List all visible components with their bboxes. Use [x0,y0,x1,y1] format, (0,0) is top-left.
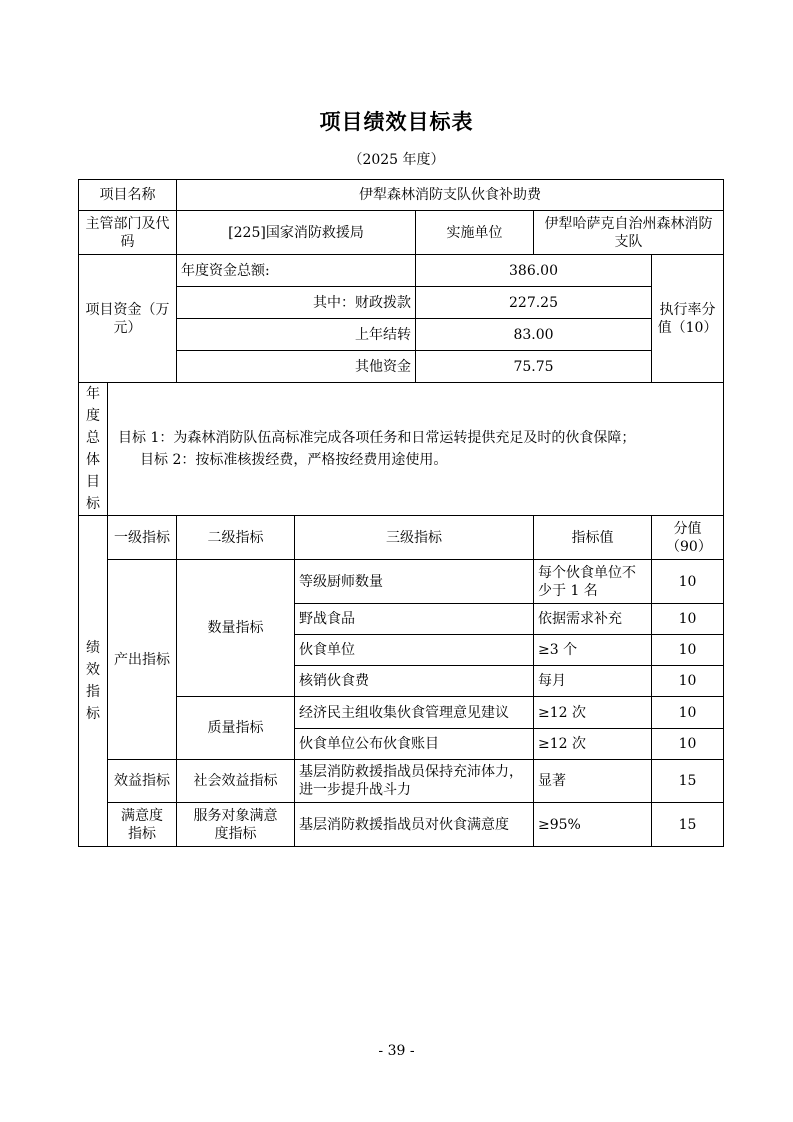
header-score: 分值（90） [652,516,724,560]
goals-label: 年度总体目标 [79,383,108,516]
indicator-score: 10 [652,560,724,604]
indicator-name: 基层消防救援指战员对伙食满意度 [295,803,534,847]
funds-carryover-value: 83.00 [416,319,652,351]
header-value: 指标值 [534,516,652,560]
goals-row [79,383,724,516]
quality-label: 质量指标 [177,697,295,760]
indicator-value: 依据需求补充 [534,604,652,635]
unit-label: 实施单位 [416,211,534,255]
project-name-label: 项目名称 [79,180,177,211]
indicator-score: 10 [652,604,724,635]
social-benefit-label: 社会效益指标 [177,760,295,803]
year-subtitle: （2025 年度） [348,152,445,168]
funds-carryover-label: 上年结转 [177,319,416,351]
dept-row [79,211,724,255]
unit-value: 伊犁哈萨克自治州森林消防支队 [534,211,724,255]
indicator-value: 显著 [534,760,652,803]
indicator-score: 10 [652,697,724,729]
indicator-value: ≥12 次 [534,697,652,729]
indicator-score: 15 [652,803,724,847]
indicator-value: 每月 [534,666,652,697]
table-row [79,803,724,847]
funds-total-value: 386.00 [416,255,652,287]
header-level2: 二级指标 [177,516,295,560]
table-row [79,560,724,604]
output-label: 产出指标 [108,560,177,760]
funds-fiscal-label: 其中：财政拨款 [177,287,416,319]
service-satisfaction-label: 服务对象满意度指标 [177,803,295,847]
dept-label: 主管部门及代码 [79,211,177,255]
indicator-name: 伙食单位 [295,635,534,666]
indicator-value: 每个伙食单位不少于 1 名 [534,560,652,604]
dept-value: [225]国家消防救援局 [177,211,416,255]
funds-fiscal-value: 227.25 [416,287,652,319]
indicator-score: 10 [652,666,724,697]
goal-line-1: 目标 1：为森林消防队伍高标准完成各项任务和日常运转提供充足及时的伙食保障； [118,430,636,446]
execution-rate-label: 执行率分值（10） [652,255,724,383]
goal-line-2: 目标 2：按标准核拨经费，严格按经费用途使用。 [140,452,448,468]
performance-table [78,179,724,847]
goals-content [108,383,724,516]
funds-other-value: 75.75 [416,351,652,383]
header-level1: 一级指标 [108,516,177,560]
indicator-name: 基层消防救援指战员保持充沛体力，进一步提升战斗力 [295,760,534,803]
indicator-score: 10 [652,635,724,666]
indicator-name: 经济民主组收集伙食管理意见建议 [295,697,534,729]
indicator-score: 10 [652,729,724,760]
project-name-row [79,180,724,211]
page-title: 项目绩效目标表 [319,110,474,134]
header-level3: 三级指标 [295,516,534,560]
project-name-value: 伊犁森林消防支队伙食补助费 [177,180,724,211]
page-number: - 39 - [378,1043,415,1059]
funds-other-label: 其他资金 [177,351,416,383]
indicator-value: ≥12 次 [534,729,652,760]
indicator-header-row [79,516,724,560]
indicator-value: ≥3 个 [534,635,652,666]
indicator-name: 野战食品 [295,604,534,635]
indicator-score: 15 [652,760,724,803]
indicator-name: 核销伙食费 [295,666,534,697]
table-row [79,760,724,803]
indicator-value: ≥95% [534,803,652,847]
quantity-label: 数量指标 [177,560,295,697]
benefit-label: 效益指标 [108,760,177,803]
indicators-label: 绩效指标 [79,516,108,847]
funds-total-label: 年度资金总额: [177,255,416,287]
indicator-name: 等级厨师数量 [295,560,534,604]
satisfaction-label: 满意度指标 [108,803,177,847]
funds-label: 项目资金（万元） [79,255,177,383]
indicator-name: 伙食单位公布伙食账目 [295,729,534,760]
funds-total-row [79,255,724,287]
